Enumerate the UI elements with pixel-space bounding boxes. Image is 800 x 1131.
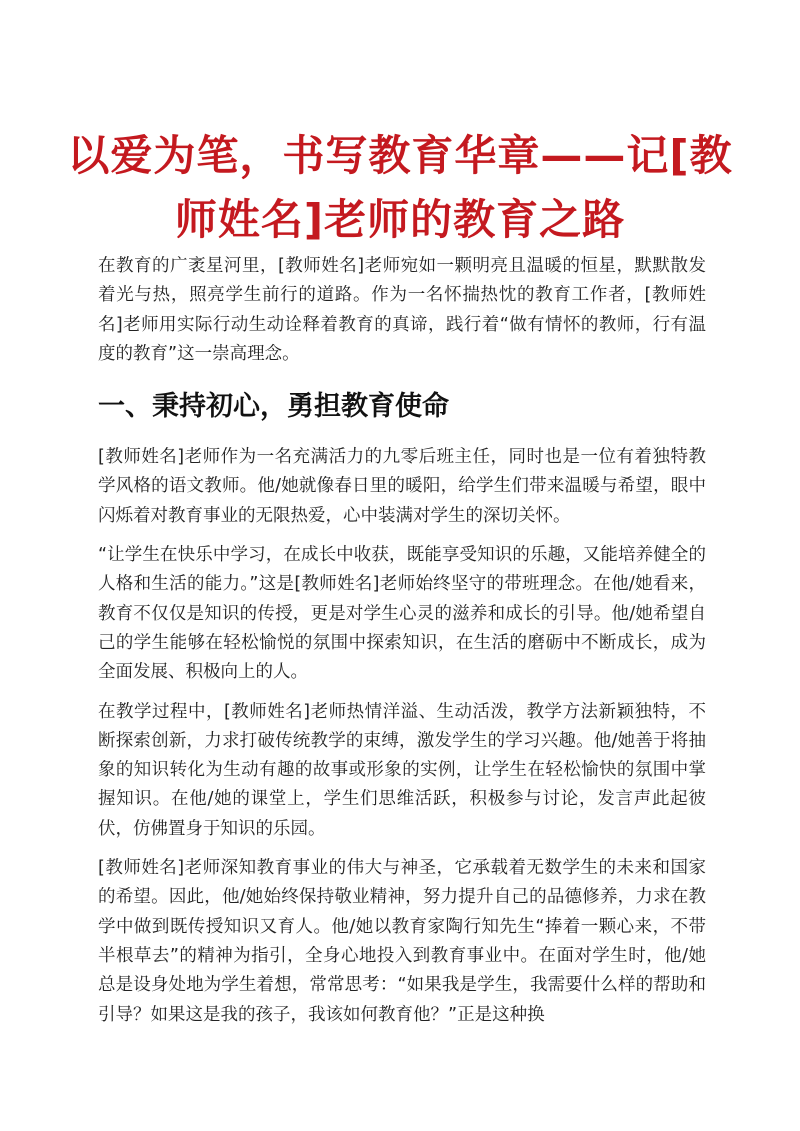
article-body [98,252,706,1040]
section-paragraph-1: [教师姓名]老师作为一名充满活力的九零后班主任，同时也是一位有着独特教学风格的语文教师。他/她就像春日里的暖阳，给学生们带来温暖与希望，眼中闪烁着对教育事业的无限热爱，心中装满对学生的深切关怀。 [98,447,706,526]
page-title: 以爱为笔，书写教育华章——记[教师姓名]老师的教育之路 [67,131,733,244]
section-paragraph-2: “让学生在快乐中学习，在成长中收获，既能享受知识的乐趣，又能培养健全的人格和生活的能力。”这是[教师姓名]老师始终坚守的带班理念。在他/她看来，教育不仅仅是知识的传授，更是对学生心灵的滋养和成长的引导。他/她希望自己的学生能够在轻松愉悦的氛围中探索知识，在生活的磨砺中不断成长，成为全面发展、积极向上的人。 [98,545,706,683]
section-paragraph-3: 在教学过程中，[教师姓名]老师热情洋溢、生动活泼，教学方法新颖独特，不断探索创新，力求打破传统教学的束缚，激发学生的学习兴趣。他/她善于将抽象的知识转化为生动有趣的故事或形象的实例，让学生在轻松愉快的氛围中掌握知识。在他/她的课堂上，学生们思维活跃，积极参与讨论，发言声此起彼伏，仿佛置身于知识的乐园。 [98,701,706,839]
section-heading: 一、秉持初心，勇担教育使命 [98,391,449,423]
section-paragraph-4: [教师姓名]老师深知教育事业的伟大与神圣，它承载着无数学生的未来和国家的希望。因此，他/她始终保持敬业精神，努力提升自己的品德修养，力求在教学中做到既传授知识又育人。他/她以教育家陶行知先生“捧着一颗心来，不带半根草去”的精神为指引，全身心地投入到教育事业中。在面对学生时，他/她总是设身处地为学生着想，常常思考：“如果我是学生，我需要什么样的帮助和引导？如果这是我的孩子，我该如何教育他？”正是这种换 [98,858,706,1025]
intro-paragraph: 在教育的广袤星河里，[教师姓名]老师宛如一颗明亮且温暖的恒星，默默散发着光与热，照亮学生前行的道路。作为一名怀揣热忱的教育工作者，[教师姓名]老师用实际行动生动诠释着教育的真谛，践行着“做有情怀的教师，行有温度的教育”这一崇高理念。 [98,256,706,364]
